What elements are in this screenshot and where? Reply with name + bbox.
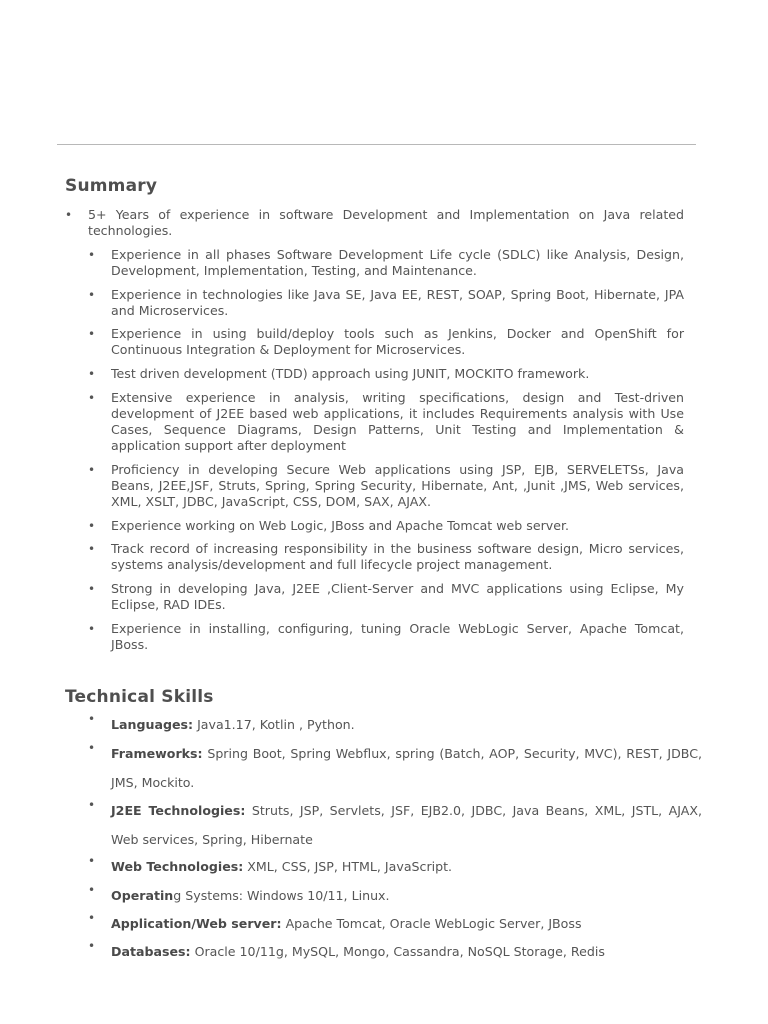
bullet-icon: • <box>88 712 96 726</box>
summary-item-text: Experience in installing, configuring, tuning Oracle WebLogic Server, Apache Tomcat, JBoss. <box>111 621 684 652</box>
header-divider <box>57 144 696 145</box>
skill-label: Web Technologies: <box>111 859 244 874</box>
bullet-icon: • <box>88 582 96 596</box>
summary-heading: Summary <box>65 176 158 196</box>
summary-item <box>88 287 684 319</box>
summary-lead-text: 5+ Years of experience in software Development and Implementation on Java related technologies. <box>88 207 684 238</box>
skill-label: Application/Web server: <box>111 916 282 931</box>
skill-label: Operatin <box>111 888 174 903</box>
skill-item-languages <box>88 711 702 740</box>
summary-item <box>88 390 684 454</box>
summary-item <box>88 621 684 653</box>
summary-item <box>88 366 684 382</box>
skill-label: Languages: <box>111 717 194 732</box>
skill-value: Struts, JSP, Servlets, JSF, EJB2.0, JDBC, Java Beans, XML, JSTL, AJAX, Web services, Spring, Hibernate <box>111 803 702 847</box>
summary-item-text: Test driven development (TDD) approach using JUNIT, MOCKITO framework. <box>111 366 590 381</box>
bullet-icon: • <box>88 741 96 755</box>
technical-skills-heading: Technical Skills <box>65 687 214 707</box>
summary-item-text: Experience in using build/deploy tools such as Jenkins, Docker and OpenShift for Continuous Integration & Deployment for Microservices. <box>111 326 684 357</box>
bullet-icon: • <box>88 248 96 262</box>
bullet-icon: • <box>88 542 96 556</box>
bullet-icon: • <box>88 519 96 533</box>
summary-item-text: Proficiency in developing Secure Web applications using JSP, EJB, SERVELETSs, Java Beans, J2EE,JSF, Struts, Spring, Spring Security, Hibernate, Ant, ,Junit ,JMS, Web services, XML, XSLT, JDBC, JavaScript, CSS, DOM, SAX, AJAX. <box>111 462 684 509</box>
skill-item-application-server <box>88 910 702 939</box>
skill-value: g Systems: Windows 10/11, Linux. <box>173 888 390 903</box>
bullet-icon: • <box>88 367 96 381</box>
skill-item-j2ee <box>88 797 702 854</box>
bullet-icon: • <box>88 911 96 925</box>
skill-label: J2EE Technologies: <box>111 803 246 818</box>
bullet-icon: • <box>88 939 96 953</box>
summary-item-text: Track record of increasing responsibility in the business software design, Micro services, systems analysis/development and full lifecycle project management. <box>111 541 684 572</box>
summary-item <box>88 326 684 358</box>
skill-value: Apache Tomcat, Oracle WebLogic Server, JBoss <box>281 916 582 931</box>
skill-value: Oracle 10/11g, MySQL, Mongo, Cassandra, NoSQL Storage, Redis <box>190 944 605 959</box>
bullet-icon: • <box>88 327 96 341</box>
summary-item <box>88 541 684 573</box>
bullet-icon: • <box>88 463 96 477</box>
bullet-icon: • <box>88 622 96 636</box>
bullet-icon: • <box>88 854 96 868</box>
bullet-icon: • <box>65 208 73 222</box>
bullet-icon: • <box>88 798 96 812</box>
skill-value: XML, CSS, JSP, HTML, JavaScript. <box>243 859 453 874</box>
summary-item-text: Experience in all phases Software Development Life cycle (SDLC) like Analysis, Design, Development, Implementation, Testing, and Maintenance. <box>111 247 684 278</box>
summary-item-text: Experience in technologies like Java SE, Java EE, REST, SOAP, Spring Boot, Hibernate, JPA and Microservices. <box>111 287 684 318</box>
summary-item <box>88 518 684 534</box>
skill-item-databases <box>88 938 702 967</box>
summary-lead-item <box>65 207 684 239</box>
bullet-icon: • <box>88 288 96 302</box>
skill-label: Frameworks: <box>111 746 203 761</box>
summary-item <box>88 247 684 279</box>
skill-item-web-technologies <box>88 853 702 882</box>
summary-item-text: Extensive experience in analysis, writing specifications, design and Test-driven development of J2EE based web applications, it includes Requirements analysis with Use Cases, Sequence Diagrams, Design Patterns, Unit Testing and Implementation & application support after deployment <box>111 390 684 453</box>
summary-item-text: Strong in developing Java, J2EE ,Client-Server and MVC applications using Eclipse, My Eclipse, RAD IDEs. <box>111 581 684 612</box>
skill-value: Java1.17, Kotlin , Python. <box>193 717 355 732</box>
summary-item <box>88 462 684 510</box>
skill-value: Spring Boot, Spring Webflux, spring (Batch, AOP, Security, MVC), REST, JDBC, JMS, Mockito. <box>111 746 702 790</box>
skill-item-frameworks <box>88 740 702 797</box>
skill-label: Databases: <box>111 944 191 959</box>
bullet-icon: • <box>88 391 96 405</box>
summary-item-text: Experience working on Web Logic, JBoss and Apache Tomcat web server. <box>111 518 569 533</box>
summary-item <box>88 581 684 613</box>
skill-item-operating-systems <box>88 882 702 911</box>
bullet-icon: • <box>88 883 96 897</box>
